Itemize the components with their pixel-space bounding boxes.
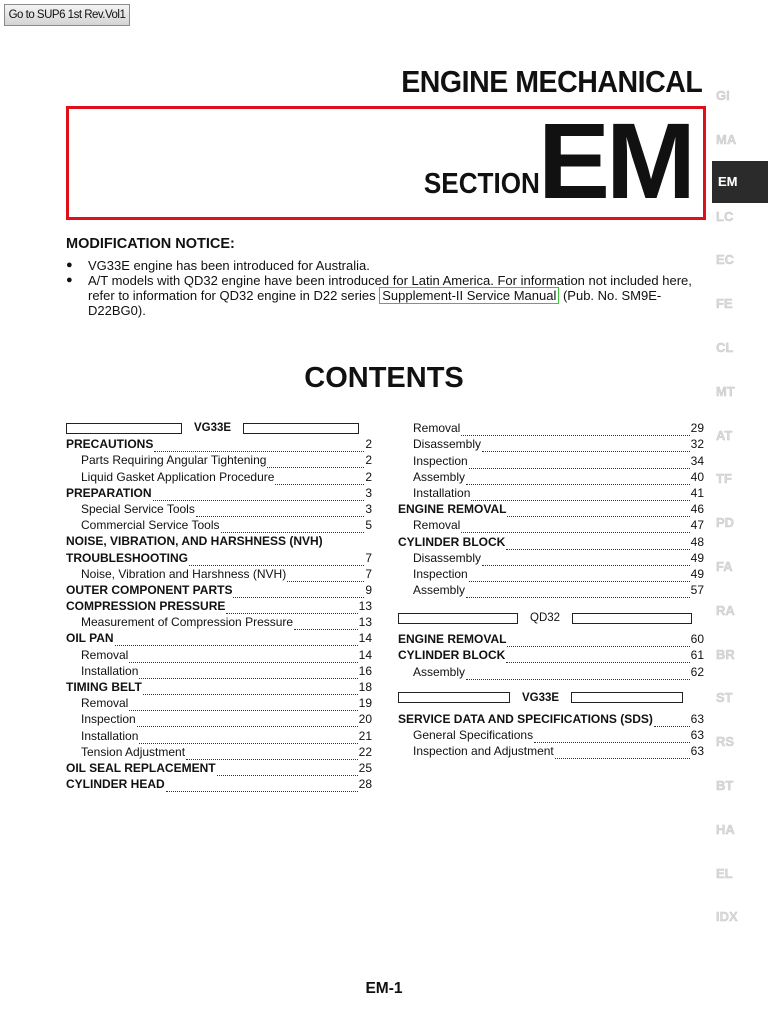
toc-entry-label: PRECAUTIONS	[66, 437, 154, 452]
toc-leader-dots	[469, 570, 690, 582]
toc-entry-label: Noise, Vibration and Harshness (NVH)	[81, 566, 287, 581]
tab-fa[interactable]: FA	[716, 558, 733, 574]
section-label: SECTION	[423, 168, 540, 200]
toc-entry[interactable]	[66, 614, 372, 630]
toc-leader-dots	[226, 602, 357, 614]
toc-leader-dots	[267, 456, 364, 468]
toc-entry-page: 9	[365, 582, 372, 597]
toc-entry-label: Tension Adjustment	[81, 744, 186, 759]
toc-entry-page: 28	[358, 777, 372, 792]
toc-entry-label: Assembly	[413, 583, 466, 598]
toc-entry-page: 14	[358, 631, 372, 646]
modification-heading: MODIFICATION NOTICE:	[66, 236, 235, 252]
toc-entry-label: PREPARATION	[66, 485, 152, 500]
toc-entry[interactable]	[66, 598, 372, 614]
toc-entry[interactable]	[66, 727, 372, 743]
toc-entry[interactable]	[398, 436, 704, 452]
toc-entry-page: 7	[365, 566, 372, 581]
toc-left-column	[66, 420, 372, 792]
toc-entry-label: Disassembly	[413, 437, 482, 452]
toc-entry[interactable]	[66, 566, 372, 582]
toc-entry[interactable]	[398, 663, 704, 679]
toc-leader-dots	[196, 505, 364, 517]
toc-leader-dots	[139, 667, 357, 679]
toc-leader-dots	[466, 473, 690, 485]
toc-leader-dots	[506, 538, 689, 550]
toc-leader-dots	[233, 586, 364, 598]
toc-entry-label: OIL PAN	[66, 631, 114, 646]
toc-entry-page: 22	[358, 744, 372, 759]
toc-entry-label: Removal	[81, 696, 129, 711]
toc-entry[interactable]	[398, 582, 704, 598]
toc-entry-label: Inspection	[413, 453, 468, 468]
toc-entry-label: CYLINDER BLOCK	[398, 648, 506, 663]
toc-entry-label: ENGINE REMOVAL	[398, 632, 507, 647]
toc-entry-page: 20	[358, 712, 372, 727]
toc-entry-page: 32	[690, 437, 704, 452]
toc-entry-page: 5	[365, 518, 372, 533]
tab-pd[interactable]: PD	[716, 515, 735, 531]
toc-entry[interactable]	[398, 452, 704, 468]
toc-entry-label: OUTER COMPONENT PARTS	[66, 582, 233, 597]
toc-entry-label: COMPRESSION PRESSURE	[66, 599, 226, 614]
tab-ec[interactable]: EC	[716, 252, 735, 268]
toc-right-column	[398, 420, 704, 759]
toc-entry-page: 21	[358, 728, 372, 743]
toc-leader-dots	[534, 731, 690, 743]
toc-entry[interactable]	[66, 695, 372, 711]
toc-entry-label: Installation	[81, 728, 139, 743]
toc-entry[interactable]	[398, 469, 704, 485]
toc-entry-label: Commercial Service Tools	[81, 518, 220, 533]
toc-leader-dots	[221, 521, 365, 533]
tab-mt[interactable]: MT	[716, 383, 735, 399]
toc-leader-dots	[482, 440, 690, 452]
toc-entry[interactable]	[66, 436, 372, 452]
tab-bt[interactable]: BT	[716, 777, 734, 793]
toc-entry[interactable]	[398, 711, 704, 727]
toc-entry[interactable]	[66, 582, 372, 598]
contents-heading: CONTENTS	[304, 362, 464, 394]
toc-entry-label: ENGINE REMOVAL	[398, 502, 507, 517]
toc-leader-dots	[294, 618, 358, 630]
bullet-icon: ●	[66, 274, 73, 286]
toc-entry-label: NOISE, VIBRATION, AND HARSHNESS (NVH)	[66, 534, 323, 549]
group-label: VG33E	[522, 691, 560, 704]
toc-entry[interactable]	[66, 679, 372, 695]
toc-leader-dots	[555, 747, 690, 759]
toc-entry[interactable]	[66, 744, 372, 760]
toc-list	[398, 420, 704, 598]
toc-list	[398, 711, 704, 760]
toc-entry-page: 2	[365, 453, 372, 468]
toc-list	[66, 436, 372, 792]
toc-entry-page: 16	[358, 663, 372, 678]
toc-entry[interactable]	[66, 760, 372, 776]
group-bar-line	[243, 423, 359, 434]
toc-entry-label: Removal	[413, 421, 461, 436]
toc-entry-page: 62	[690, 664, 704, 679]
modification-text: A/T models with QD32 engine have been introduced for Latin America. For information not included here, refer to information for QD32 engine in D22 series	[88, 273, 692, 303]
toc-entry-page: 2	[365, 437, 372, 452]
tab-cl[interactable]: CL	[716, 339, 734, 355]
toc-entry[interactable]	[398, 517, 704, 533]
tab-rs[interactable]: RS	[716, 734, 735, 750]
toc-leader-dots	[466, 668, 690, 680]
toc-entry[interactable]	[66, 630, 372, 646]
toc-entry[interactable]	[398, 631, 704, 647]
toc-entry-page: 3	[365, 501, 372, 516]
bullet-icon: ●	[66, 259, 73, 271]
toc-entry[interactable]	[66, 549, 372, 565]
tab-el[interactable]: EL	[716, 865, 733, 881]
toc-leader-dots	[115, 634, 358, 646]
toc-entry-label: Special Service Tools	[81, 501, 195, 516]
toc-entry-page: 47	[690, 518, 704, 533]
toc-entry-label: Removal	[413, 518, 461, 533]
toc-leader-dots	[506, 651, 689, 663]
toc-leader-dots	[153, 489, 365, 501]
toc-entry-page: 48	[690, 534, 704, 549]
toc-entry[interactable]	[66, 533, 372, 549]
toc-entry[interactable]	[398, 727, 704, 743]
tab-br[interactable]: BR	[716, 646, 735, 662]
toc-entry[interactable]	[66, 663, 372, 679]
toc-entry-label: TROUBLESHOOTING	[66, 550, 188, 565]
toc-entry-label: SERVICE DATA AND SPECIFICATIONS (SDS)	[398, 711, 653, 726]
toc-entry-page: 34	[690, 453, 704, 468]
toc-entry-label: Liquid Gasket Application Procedure	[81, 469, 275, 484]
list-item	[66, 258, 706, 273]
toc-leader-dots	[137, 715, 358, 727]
goto-sup6-button[interactable]: Go to SUP6 1st Rev.Vol1	[4, 4, 130, 26]
toc-entry[interactable]	[66, 501, 372, 517]
toc-leader-dots	[143, 683, 358, 695]
toc-leader-dots	[129, 651, 357, 663]
section-tabs-sidebar	[712, 84, 768, 949]
toc-entry-page: 63	[690, 711, 704, 726]
toc-entry-label: Inspection	[413, 566, 468, 581]
toc-entry-label: Disassembly	[413, 550, 482, 565]
toc-entry-label: Parts Requiring Angular Tightening	[81, 453, 267, 468]
toc-leader-dots	[654, 715, 690, 727]
toc-leader-dots	[139, 732, 357, 744]
toc-entry[interactable]	[66, 517, 372, 533]
toc-entry[interactable]	[66, 485, 372, 501]
toc-group-vg33e-sds	[398, 690, 704, 706]
toc-entry[interactable]	[66, 711, 372, 727]
toc-leader-dots	[461, 424, 689, 436]
toc-entry-label: OIL SEAL REPLACEMENT	[66, 760, 216, 775]
toc-entry-page: 3	[365, 485, 372, 500]
toc-entry[interactable]	[398, 550, 704, 566]
toc-entry[interactable]	[66, 646, 372, 662]
toc-entry-page: 13	[358, 615, 372, 630]
tab-em[interactable]: EM	[712, 161, 768, 203]
toc-entry-page: 63	[690, 728, 704, 742]
toc-leader-dots	[166, 780, 358, 792]
group-label: VG33E	[194, 422, 232, 434]
toc-leader-dots	[482, 554, 690, 566]
toc-entry-label: CYLINDER BLOCK	[398, 534, 506, 549]
modification-text: VG33E engine has been introduced for Australia.	[88, 258, 370, 273]
section-code: EM	[538, 100, 692, 221]
tab-st[interactable]: ST	[716, 690, 733, 706]
toc-leader-dots	[507, 635, 689, 647]
toc-leader-dots	[189, 554, 364, 566]
toc-entry[interactable]	[398, 420, 704, 436]
toc-leader-dots	[471, 489, 689, 501]
toc-entry-page: 7	[365, 550, 372, 565]
toc-entry-label: Inspection	[81, 712, 136, 727]
toc-entry-page: 46	[690, 502, 704, 517]
toc-entry-page: 57	[690, 583, 704, 598]
toc-entry-label: Inspection and Adjustment	[413, 744, 554, 759]
toc-entry-page: 25	[358, 760, 372, 775]
toc-entry[interactable]	[398, 647, 704, 663]
group-bar-line	[66, 423, 182, 434]
toc-entry-label: Assembly	[413, 664, 466, 679]
toc-leader-dots	[287, 570, 364, 582]
page-number: EM-1	[365, 980, 403, 997]
toc-leader-dots	[275, 473, 364, 485]
group-label: QD32	[530, 612, 561, 625]
toc-entry[interactable]	[66, 452, 372, 468]
toc-leader-dots	[217, 764, 358, 776]
group-bar-line	[398, 692, 510, 703]
toc-entry-label: TIMING BELT	[66, 680, 142, 694]
toc-entry-page: 18	[358, 680, 372, 694]
toc-leader-dots	[186, 748, 358, 760]
tab-ha[interactable]: HA	[716, 821, 735, 837]
tab-tf[interactable]: TF	[716, 471, 732, 487]
group-bar-line	[572, 613, 692, 624]
toc-entry-label: Measurement of Compression Pressure	[81, 615, 294, 630]
toc-leader-dots	[469, 457, 690, 469]
toc-entry-page: 2	[365, 469, 372, 484]
tab-at[interactable]: AT	[716, 427, 733, 443]
toc-entry-page: 14	[358, 647, 372, 662]
tab-ma[interactable]: MA	[716, 131, 737, 147]
toc-entry-label: Assembly	[413, 469, 466, 484]
tab-gi[interactable]: GI	[716, 88, 730, 103]
toc-entry-page: 49	[690, 550, 704, 565]
page-title: ENGINE MECHANICAL	[400, 64, 702, 99]
toc-list	[398, 631, 704, 680]
toc-entry-label: CYLINDER HEAD	[66, 777, 165, 792]
toc-entry[interactable]	[66, 468, 372, 484]
toc-entry[interactable]	[398, 485, 704, 501]
toc-entry-label: Removal	[81, 647, 129, 662]
toc-entry-page: 49	[690, 566, 704, 581]
toc-entry[interactable]	[398, 501, 704, 517]
modification-list	[66, 258, 706, 318]
toc-entry[interactable]	[66, 776, 372, 792]
toc-leader-dots	[154, 440, 364, 452]
toc-entry-label: General Specifications	[413, 728, 534, 742]
toc-entry-label: Installation	[81, 663, 139, 678]
toc-entry-page: 60	[690, 632, 704, 647]
toc-entry-page: 41	[690, 485, 704, 500]
toc-entry-page: 29	[690, 421, 704, 436]
toc-entry-label: Installation	[413, 485, 471, 500]
toc-leader-dots	[507, 505, 689, 517]
toc-entry-page: 40	[690, 469, 704, 484]
toc-entry-page: 63	[690, 744, 704, 759]
toc-leader-dots	[129, 699, 357, 711]
toc-entry-page: 13	[358, 599, 372, 614]
toc-leader-dots	[466, 586, 690, 598]
toc-entry-page: 61	[690, 648, 704, 663]
group-bar-line	[398, 613, 518, 624]
toc-entry[interactable]	[398, 743, 704, 759]
toc-group-vg33e	[66, 420, 372, 436]
toc-entry[interactable]	[398, 566, 704, 582]
list-item	[66, 273, 706, 318]
group-bar-line	[571, 692, 683, 703]
toc-entry[interactable]	[398, 533, 704, 549]
tab-lc[interactable]: LC	[716, 208, 734, 224]
toc-group-qd32	[398, 610, 704, 626]
toc-leader-dots	[461, 521, 689, 533]
supplement-manual-link[interactable]: Supplement-II Service Manual	[379, 287, 559, 304]
toc-entry-page: 19	[358, 696, 372, 711]
tab-fe[interactable]: FE	[716, 296, 733, 312]
modification-text: (Pub. No. SM9E-D22BG0).	[88, 288, 662, 318]
tab-idx[interactable]: IDX	[716, 909, 738, 925]
tab-ra[interactable]: RA	[716, 602, 735, 618]
